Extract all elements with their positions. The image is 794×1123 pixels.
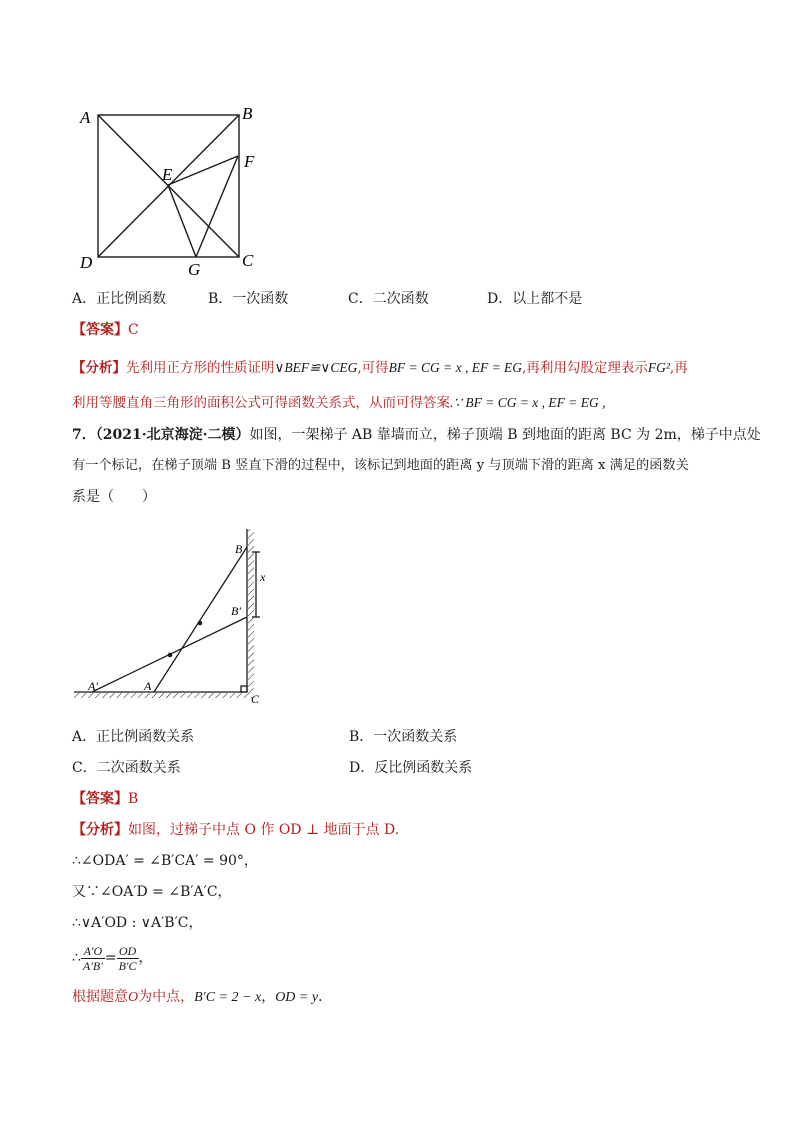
- segment-eg: [168, 185, 196, 257]
- q6-analysis-line1: [72, 358, 688, 378]
- q6-option-b: B．一次函数: [208, 291, 289, 307]
- step-suffix: ，: [138, 950, 153, 966]
- label-g: G: [188, 260, 201, 279]
- midpoint-ab: [198, 621, 203, 626]
- fraction-denominator: A′B′: [82, 958, 103, 973]
- q7-step1: ∴∠ODA′ = ∠B′CA′ = 90°，: [72, 853, 258, 869]
- label-c: C: [242, 251, 254, 270]
- fraction-denominator: B′C: [118, 958, 137, 973]
- wall-hatch: [248, 529, 254, 695]
- q7-option-c: C．二次函数关系: [72, 760, 181, 776]
- label-d: D: [80, 253, 93, 272]
- label-b: B: [242, 104, 253, 123]
- label-a: A: [80, 108, 91, 127]
- right-angle-mark: [241, 686, 247, 692]
- analysis-text: ,再: [669, 360, 688, 376]
- q7-stem-line3: 系是（ ）: [72, 489, 156, 505]
- fraction-numerator: A′O: [81, 944, 105, 959]
- midpoint-apbp: [168, 653, 173, 658]
- q6-answer: [72, 320, 139, 340]
- analysis-text: ．: [318, 989, 333, 1005]
- analysis-math: ∨BEF≌∨CEG: [274, 360, 358, 375]
- q7-last-line: [72, 987, 332, 1008]
- step-prefix: ∴: [72, 950, 81, 966]
- label-c: C: [251, 692, 260, 706]
- answer-value: B: [128, 791, 139, 807]
- square-figure: [70, 95, 270, 280]
- analysis-math: BF = CG = x , EF = EG: [388, 360, 523, 375]
- q6-option-d: D．以上都不是: [487, 291, 583, 307]
- q7-step3: ∴∨A′OD : ∨A′B′C，: [72, 915, 203, 931]
- analysis-text: 如图，过梯子中点 O 作 OD ⊥ 地面于点 D.: [128, 822, 400, 838]
- equals-sign: =: [104, 950, 117, 966]
- analysis-tag: 【分析】: [72, 822, 128, 838]
- fraction-od-bc: [117, 944, 139, 973]
- q6-analysis-line2: [72, 393, 606, 413]
- q7-answer: [72, 789, 138, 809]
- fraction-numerator: OD: [117, 944, 139, 959]
- analysis-math: O: [128, 990, 139, 1005]
- label-e: E: [162, 165, 173, 184]
- q6-option-c: C．二次函数: [348, 291, 429, 307]
- q7-stem-line2: 有一个标记，在梯子顶端 B 竖直下滑的过程中，该标记到地面的距离 y 与顶端下滑的距离 x 满足的函数关: [72, 458, 689, 473]
- q7-option-b: B．一次函数关系: [349, 729, 458, 745]
- analysis-text: ，: [261, 989, 276, 1005]
- q7-option-a: A．正比例函数关系: [72, 729, 195, 745]
- analysis-text: ,再利用勾股定理表示: [522, 360, 648, 376]
- q7-option-d: D．反比例函数关系: [349, 760, 473, 776]
- question-text: 如图，一架梯子 AB 靠墙而立，梯子顶端 B 到地面的距离 BC 为 2m，梯子中点处: [249, 427, 761, 443]
- ladder-figure: [70, 525, 280, 710]
- analysis-text: 先利用正方形的性质证明: [126, 360, 275, 376]
- label-a-prime: A′: [88, 679, 98, 693]
- answer-tag: 【答案】: [72, 322, 128, 338]
- analysis-text: 为中点，: [138, 989, 195, 1005]
- answer-value: C: [128, 322, 139, 338]
- label-f: F: [244, 152, 255, 171]
- analysis-math: .∵ BF = CG = x , EF = EG ,: [450, 395, 606, 410]
- answer-tag: 【答案】: [72, 791, 128, 807]
- q7-stem-line1: [72, 425, 761, 445]
- analysis-math: B′C = 2 − x: [194, 990, 262, 1005]
- analysis-text: 利用等腰直角三角形的面积公式可得函数关系式，从而可得答案: [72, 395, 450, 411]
- analysis-text: ,可得: [357, 360, 389, 376]
- q7-step4: [72, 942, 153, 974]
- q7-analysis-line1: [72, 820, 399, 840]
- label-b: B: [235, 542, 243, 556]
- analysis-text: 根据题意: [72, 989, 128, 1005]
- analysis-math: OD = y: [275, 990, 319, 1005]
- label-x: x: [260, 570, 266, 584]
- ground-hatch: [74, 693, 252, 698]
- q6-option-a: A．正比例函数: [72, 291, 167, 307]
- analysis-tag: 【分析】: [72, 360, 126, 376]
- question-source: （2021·北京海淀·二模）: [95, 427, 250, 443]
- ladder-ab: [154, 547, 247, 692]
- analysis-math: FG²: [647, 360, 670, 375]
- label-a: A: [144, 679, 152, 693]
- label-b-prime: B′: [231, 604, 241, 618]
- question-number: 7．: [72, 427, 96, 443]
- fraction-ao-ab: [81, 944, 105, 973]
- q7-step2: 又∵∠OA′D = ∠B′A′C，: [72, 884, 232, 900]
